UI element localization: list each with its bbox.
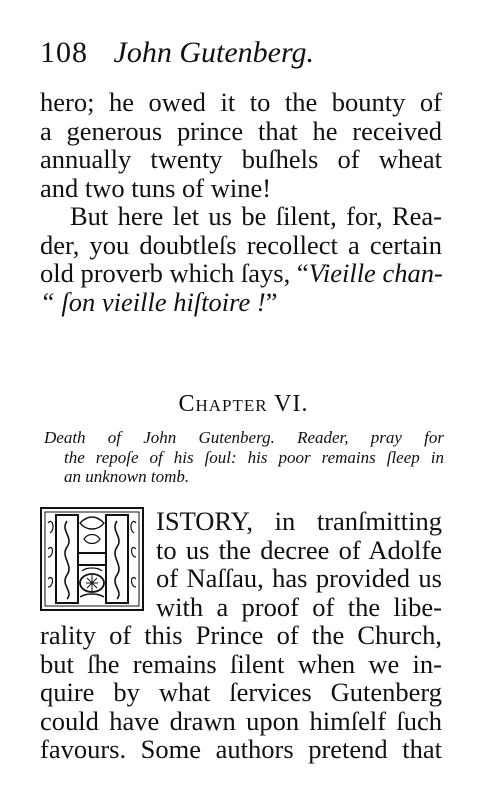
italic-quote: Vieille chan-	[308, 258, 443, 288]
running-title: John Gutenberg.	[113, 36, 315, 69]
text-line: But here let us be ſilent, for, Rea-	[70, 201, 442, 231]
italic-quote: “ ſon vieille hiſtoire !	[40, 286, 266, 317]
text-line	[40, 288, 442, 317]
paragraph-3	[40, 621, 442, 764]
paragraph-2	[40, 202, 442, 316]
paragraph-1	[40, 88, 442, 202]
running-head	[40, 36, 314, 70]
closing-quote-mark: ”	[265, 286, 278, 317]
decorated-initial-h	[40, 507, 144, 611]
summary-line: an unknown tomb.	[64, 467, 190, 486]
text-line: but ſhe remains ſilent when we in-	[40, 648, 442, 679]
text-line	[40, 259, 442, 288]
chapter-summary	[44, 428, 444, 487]
text-line: of Naſſau, has provided us	[156, 563, 442, 593]
text-line: a generous prince that he received	[40, 115, 442, 146]
text-line: rality of this Prince of the Church,	[40, 620, 442, 650]
text-line: to us the decree of Adolfe	[156, 534, 442, 565]
paragraph-3-wrapped	[156, 507, 442, 621]
summary-line: the repoſe of his ſoul: his poor remains ſleep in	[64, 447, 444, 467]
text-line: annually twenty buſhels of wheat	[40, 144, 442, 174]
text-line: and two tuns of wine!	[40, 172, 272, 203]
text-line: could have drawn upon himſelf ſuch	[40, 705, 442, 736]
text-line: hero; he owed it to the bounty of	[40, 87, 442, 117]
text-line: der, you doubtleſs recollect a certain	[40, 229, 442, 260]
chapter-title: Chapter VI.	[178, 391, 309, 417]
text-line: favours. Some authors pretend that	[40, 734, 442, 764]
ornamental-initial-icon	[42, 509, 142, 609]
text-line: with a proof of the libe-	[156, 591, 442, 622]
text-fragment: old proverb which ſays, “	[40, 258, 309, 288]
page-number: 108	[40, 36, 88, 69]
summary-line: Death of John Gutenberg. Reader, pray for	[44, 428, 444, 447]
text-line: ISTORY, in tranſmitting	[156, 506, 442, 536]
text-line: quire by what ſervices Gutenberg	[40, 677, 442, 707]
